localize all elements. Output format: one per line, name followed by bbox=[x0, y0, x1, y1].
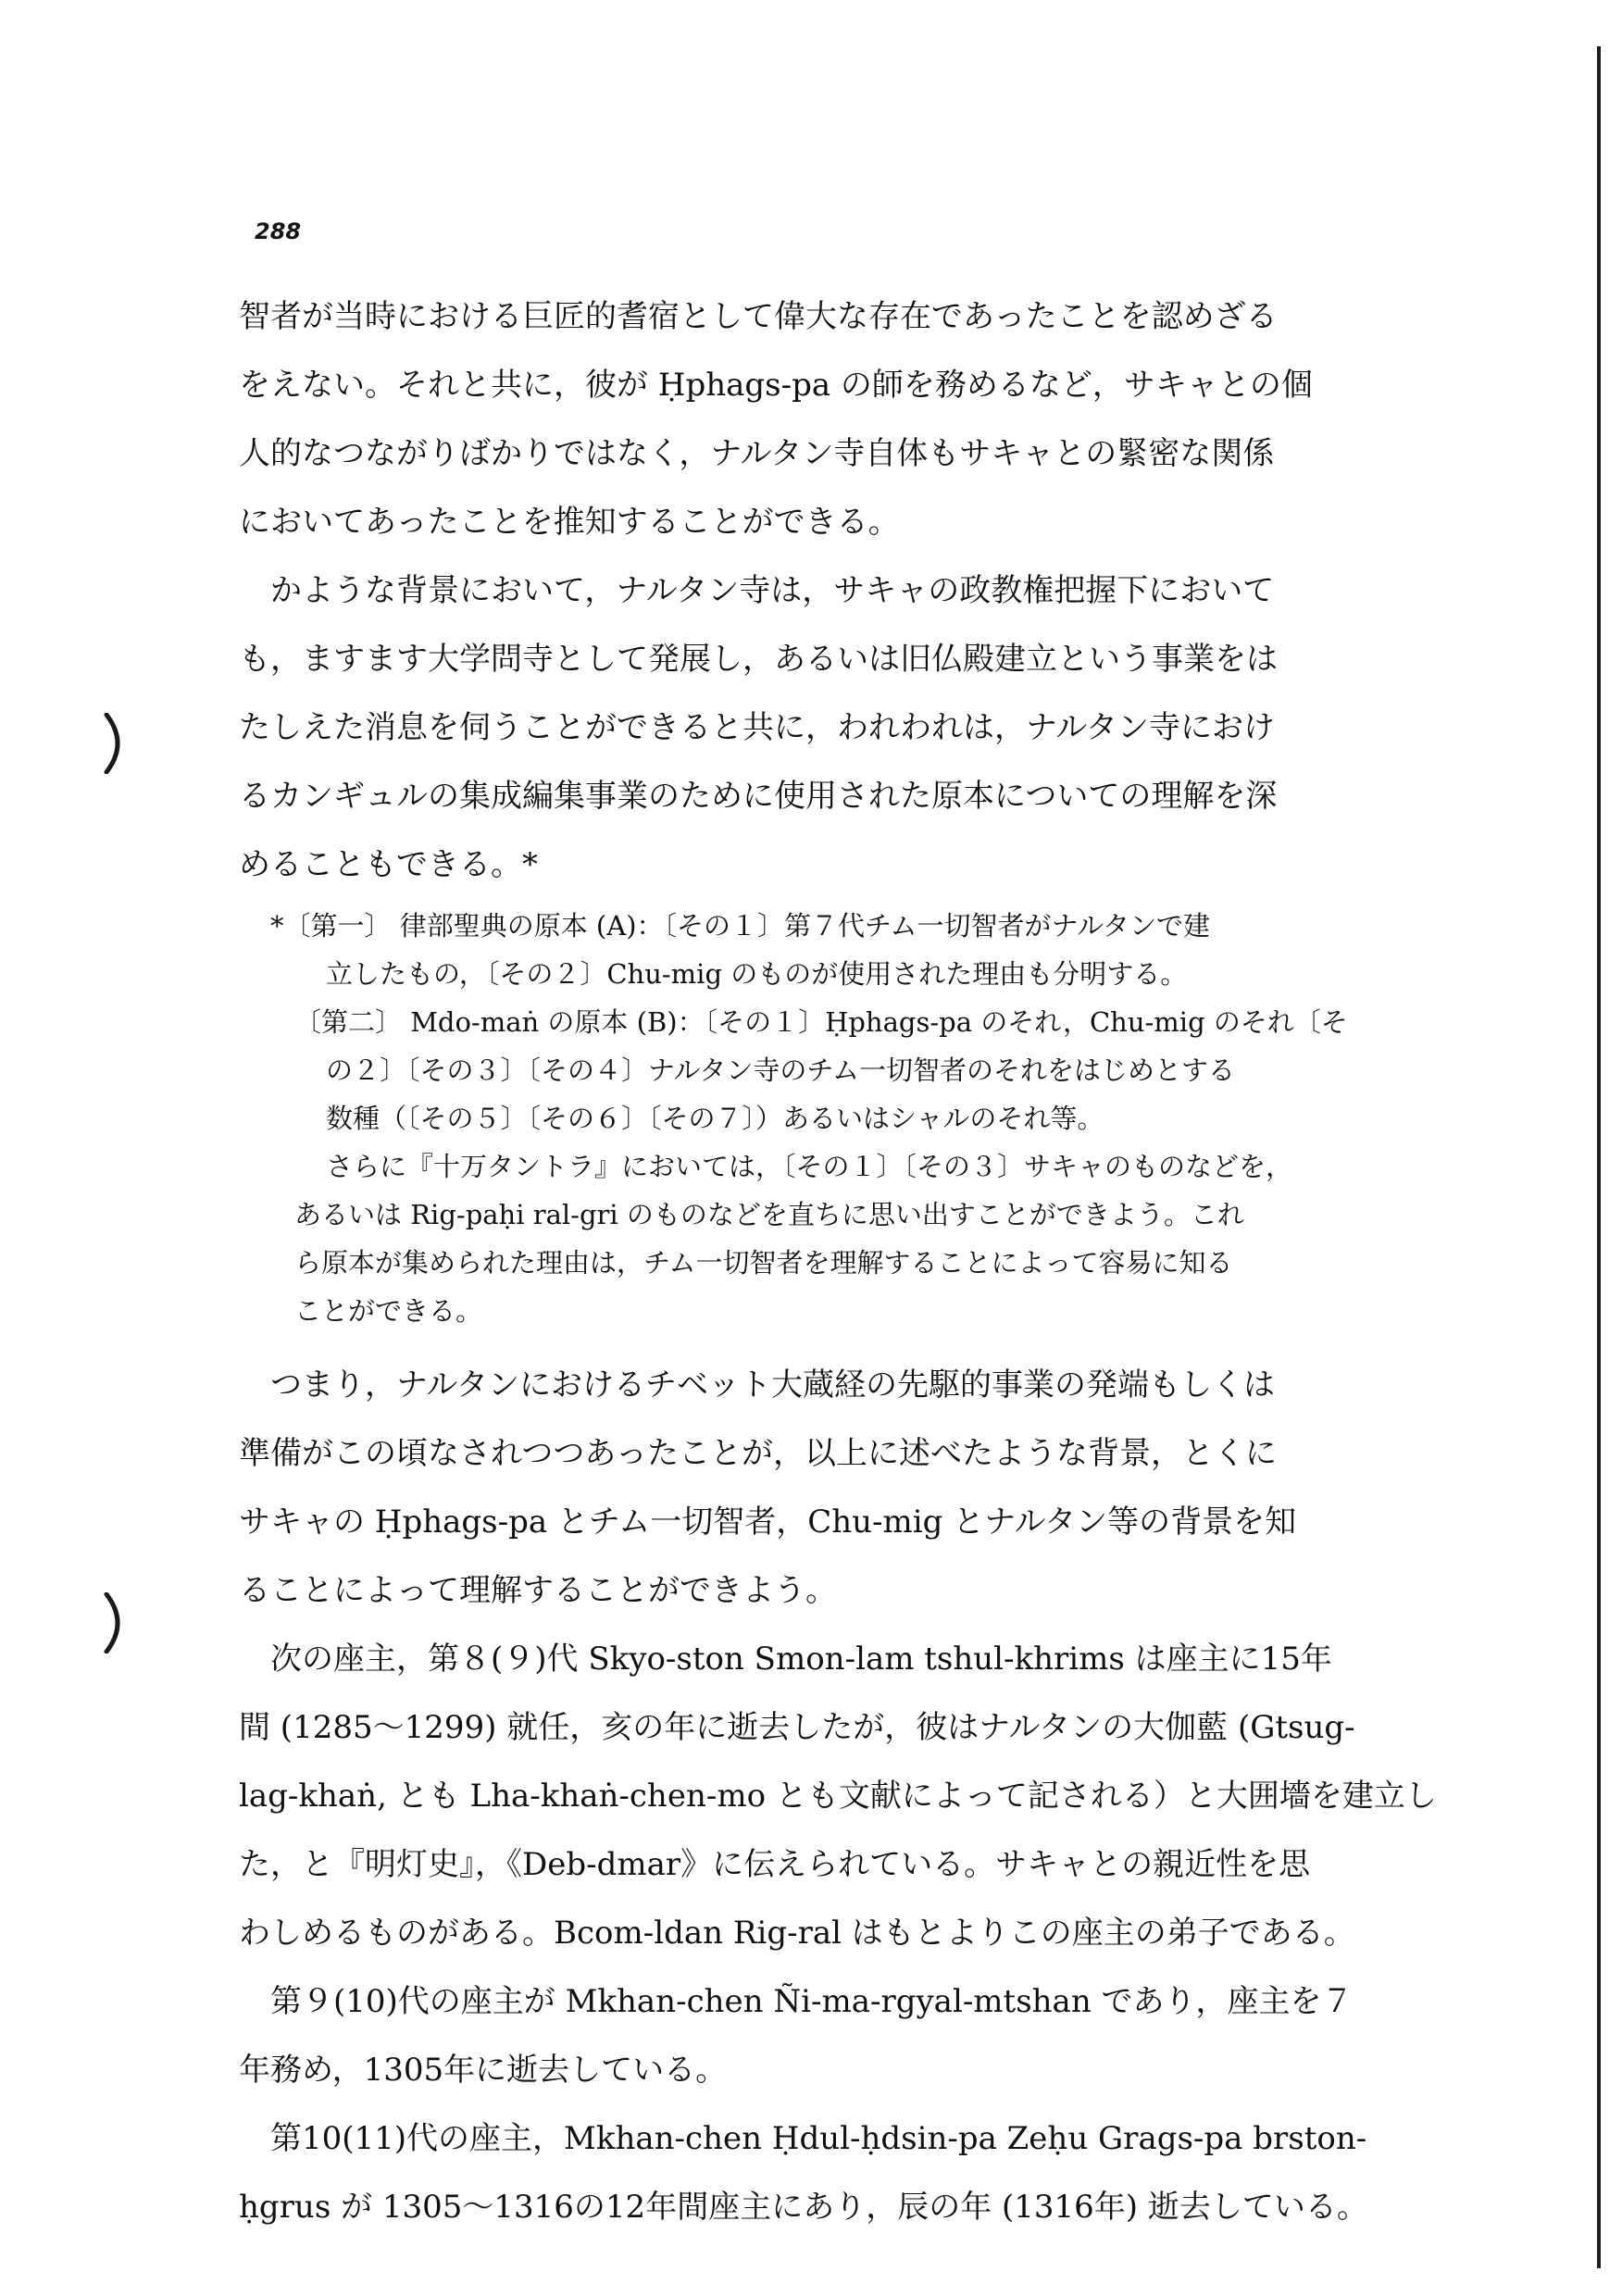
punch-hole-mark-bottom bbox=[103, 1592, 131, 1653]
text-line: た，と『明灯史』，《Deb-dmar》に伝えられている。サキャとの親近性を思 bbox=[239, 1846, 1311, 1883]
text-line: 人的なつながりばかりではなく，ナルタン寺自体もサキャとの緊密な関係 bbox=[239, 435, 1275, 472]
footnote-line: さらに『十万タントラ』においては，〔その１〕〔その３〕サキャのものなどを， bbox=[326, 1151, 1293, 1182]
text-line: 第９(10)代の座主が Mkhan-chen Ñi-ma-rgyal-mtshan であり，座主を７ bbox=[270, 1983, 1354, 2020]
text-line: をえない。それと共に，彼が Ḥphags-pa の師を務めるなど，サキャとの個 bbox=[239, 367, 1313, 404]
text-line: 智者が当時における巨匠的耆宿として偉大な存在であったことを認めざる bbox=[239, 298, 1278, 335]
punch-hole-mark-top bbox=[103, 713, 131, 774]
text-line: たしえた消息を伺うことができると共に，われわれは，ナルタン寺におけ bbox=[239, 709, 1275, 746]
text-line: 間 (1285〜1299) 就任，亥の年に逝去したが，彼はナルタンの大伽藍 (Gtsug- bbox=[239, 1709, 1355, 1746]
text-line: めることもできる。* bbox=[239, 846, 538, 883]
text-line: 年務め，1305年に逝去している。 bbox=[239, 2052, 728, 2089]
footnote-line: ことができる。 bbox=[294, 1295, 483, 1327]
footnote-line: ら原本が集められた理由は，チム一切智者を理解することによって容易に知る bbox=[294, 1247, 1233, 1279]
footnote-line: *〔第一〕 律部聖典の原本 (A)：〔その１〕第７代チム一切智者がナルタンで建 bbox=[270, 910, 1210, 942]
text-line: においてあったことを推知することができる。 bbox=[239, 504, 900, 541]
footnote-line: 〔第二〕 Mdo-maṅ の原本 (B)：〔その１〕Ḥphags-pa のそれ，Chu-mig のそれ〔そ bbox=[294, 1006, 1348, 1038]
text-line: つまり，ナルタンにおけるチベット大蔵経の先駆的事業の発端もしくは bbox=[270, 1366, 1275, 1404]
footnote-line: 立したもの，〔その２〕Chu-mig のものが使用された理由も分明する。 bbox=[326, 958, 1188, 990]
text-line: lag-khaṅ, とも Lha-khaṅ-chen-mo とも文献によって記される）と大囲墻を建立し bbox=[239, 1778, 1437, 1815]
text-line: るカンギュルの集成編集事業のために使用された原本についての理解を深 bbox=[239, 778, 1278, 815]
footnote-line: の２〕〔その３〕〔その４〕ナルタン寺のチム一切智者のそれをはじめとする bbox=[326, 1054, 1235, 1086]
text-line: かような背景において，ナルタン寺は，サキャの政教権把握下において bbox=[270, 572, 1275, 609]
text-line: わしめるものがある。Bcom-ldan Rig-ral はもとよりこの座主の弟子である。 bbox=[239, 1915, 1355, 1952]
page-number: 288 bbox=[255, 218, 302, 244]
footnote-line: あるいは Rig-paḥi ral-gri のものなどを直ちに思い出すことができよう。これ bbox=[294, 1199, 1244, 1230]
text-line: 準備がこの頃なされつつあったことが，以上に述べたような背景，とくに bbox=[239, 1435, 1277, 1472]
text-line: ることによって理解することができよう。 bbox=[239, 1572, 837, 1609]
text-line: も，ますます大学問寺として発展し，あるいは旧仏殿建立という事業をは bbox=[239, 641, 1278, 678]
text-line: 第10(11)代の座主，Mkhan-chen Ḥdul-ḥdsin-pa Zeḥu Grags-pa brston- bbox=[270, 2120, 1367, 2157]
footnote-line: 数種（〔その５〕〔その６〕〔その７〕）あるいはシャルのそれ等。 bbox=[326, 1103, 1104, 1134]
text-line: 次の座主，第８(９)代 Skyo-ston Smon-lam tshul-khrims は座主に15年 bbox=[270, 1641, 1332, 1678]
text-line: ḥgrus が 1305〜1316の12年間座主にあり，辰の年 (1316年) 逝去している。 bbox=[239, 2189, 1368, 2226]
binding-edge-line bbox=[1597, 46, 1601, 2268]
text-line: サキャの Ḥphags-pa とチム一切智者，Chu-mig とナルタン等の背景を知 bbox=[239, 1504, 1297, 1541]
